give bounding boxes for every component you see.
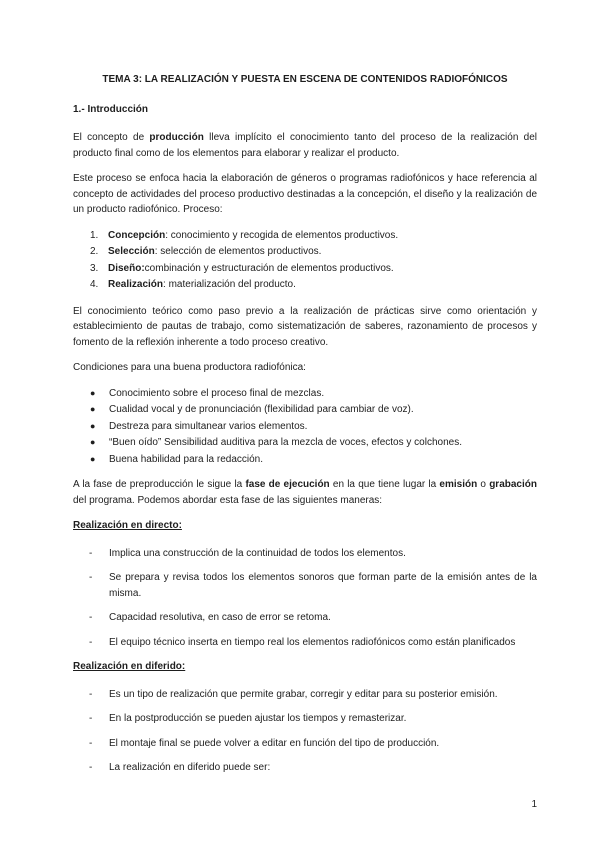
bullet-icon: ● <box>90 420 96 431</box>
list-item <box>73 687 537 703</box>
list-item-text: El montaje final se puede volver a editar en función del tipo de producción. <box>109 737 440 749</box>
direct-list <box>73 546 537 651</box>
text-run: lleva implícito el conocimiento tanto del proceso de la realización del producto final como de los elementos para elaborar y realizar el producto. <box>73 132 537 159</box>
list-item-text: Conocimiento sobre el proceso final de mezclas. <box>109 387 325 399</box>
bold-term: Diseño: <box>108 262 145 274</box>
list-item <box>73 452 537 468</box>
dash-marker: - <box>89 547 93 559</box>
list-item <box>73 402 537 418</box>
deferred-list <box>73 687 537 776</box>
text-run: o <box>477 479 490 490</box>
bold-term: Concepción <box>108 229 166 241</box>
bold-term: producción <box>149 132 204 143</box>
text-run: en la que tiene lugar la <box>329 479 440 490</box>
list-item-text: Es un tipo de realización que permite grabar, corregir y editar para su posterior emisión. <box>109 688 498 700</box>
text-run: : conocimiento y recogida de elementos productivos. <box>165 229 399 241</box>
bullet-icon: ● <box>90 387 96 398</box>
list-item <box>73 546 537 562</box>
text-run: A la fase de preproducción le sigue la <box>73 479 246 490</box>
list-item-text <box>108 244 321 260</box>
paragraph-fase-ejecucion <box>73 477 537 508</box>
list-item <box>73 277 537 293</box>
list-item-text: Implica una construcción de la continuidad de todos los elementos. <box>109 547 406 559</box>
subheading-realizacion-directo: Realización en directo: <box>73 520 182 531</box>
bullet-icon: ● <box>90 404 96 414</box>
list-item <box>73 760 537 776</box>
dash-marker: - <box>89 636 93 648</box>
list-item <box>73 570 537 601</box>
paragraph-proceso: Este proceso se enfoca hacia la elaboración de géneros o programas radiofónicos y hace referencia al concepto de actividades del proceso productivo destinadas a la concepción, el diseño y la realización de un producto radiofónico. Proceso: <box>73 173 537 215</box>
list-item-text: “Buen oído” Sensibilidad auditiva para la mezcla de voces, efectos y colchones. <box>109 437 462 448</box>
dash-marker: - <box>89 612 93 623</box>
text-run: : materialización del producto. <box>163 279 296 290</box>
list-item-text: El equipo técnico inserta en tiempo real los elementos radiofónicos como están planificados <box>109 636 516 648</box>
text-run: : selección de elementos productivos. <box>154 246 322 257</box>
list-item <box>73 386 537 402</box>
dash-marker: - <box>89 737 93 749</box>
list-item-text <box>108 277 296 293</box>
list-item-text: En la postproducción se pueden ajustar los tiempos y remasterizar. <box>109 713 407 724</box>
list-item <box>73 711 537 727</box>
conditions-list <box>73 386 537 468</box>
dash-marker: - <box>89 572 93 583</box>
text-run: del programa. Podemos abordar esta fase de las siguientes maneras: <box>73 494 383 506</box>
list-number: 4. <box>90 279 99 290</box>
list-item <box>73 610 537 626</box>
list-item-text <box>108 228 398 244</box>
list-item <box>73 228 537 244</box>
text-run: combinación y estructuración de elementos productivos. <box>144 262 394 274</box>
list-number: 2. <box>90 246 99 257</box>
list-number: 1. <box>90 229 99 241</box>
dash-marker: - <box>89 713 93 724</box>
bold-term: Selección <box>108 246 155 257</box>
bold-term: fase de ejecución <box>245 479 330 490</box>
bold-term: grabación <box>489 479 537 490</box>
list-item <box>73 435 537 451</box>
list-item-text: Destreza para simultanear varios elementos. <box>109 420 308 432</box>
bullet-icon: ● <box>90 453 96 464</box>
list-item-text <box>108 261 394 277</box>
list-item-text: Capacidad resolutiva, en caso de error se retoma. <box>109 612 331 623</box>
list-item <box>73 261 537 277</box>
text-run: El concepto de <box>73 132 150 143</box>
dash-marker: - <box>89 688 93 700</box>
paragraph-conocimiento-teorico: El conocimiento teórico como paso previo a la realización de prácticas sirve como orientación y establecimiento de pautas de trabajo, como sistematización de saberes, razonamiento de procesos y fomento de la reflexión inherente a todo proceso creativo. <box>73 305 537 348</box>
list-item-text: La realización en diferido puede ser: <box>109 762 271 773</box>
list-item-text: Cualidad vocal y de pronunciación (flexibilidad para cambiar de voz). <box>109 404 414 415</box>
list-item <box>73 635 537 651</box>
bullet-icon: ● <box>90 437 96 447</box>
paragraph-produccion <box>73 130 537 161</box>
paragraph-condiciones: Condiciones para una buena productora radiofónica: <box>73 362 306 373</box>
dash-marker: - <box>89 762 93 773</box>
list-item <box>73 419 537 435</box>
list-item <box>73 244 537 260</box>
bold-term: emisión <box>439 479 478 490</box>
list-item-text: Se prepara y revisa todos los elementos sonoros que forman parte de la emisión antes de la misma. <box>109 572 537 599</box>
document-title: TEMA 3: LA REALIZACIÓN Y PUESTA EN ESCENA DE CONTENIDOS RADIOFÓNICOS <box>102 74 508 85</box>
list-item <box>73 736 537 752</box>
bold-term: Realización <box>108 279 164 290</box>
list-number: 3. <box>90 262 99 274</box>
section-heading-introduccion: 1.- Introducción <box>73 103 148 115</box>
page-number: 1 <box>531 799 537 810</box>
process-steps-list <box>73 228 537 293</box>
subheading-realizacion-diferido: Realización en diferido: <box>73 661 186 672</box>
list-item-text: Buena habilidad para la redacción. <box>109 453 263 465</box>
